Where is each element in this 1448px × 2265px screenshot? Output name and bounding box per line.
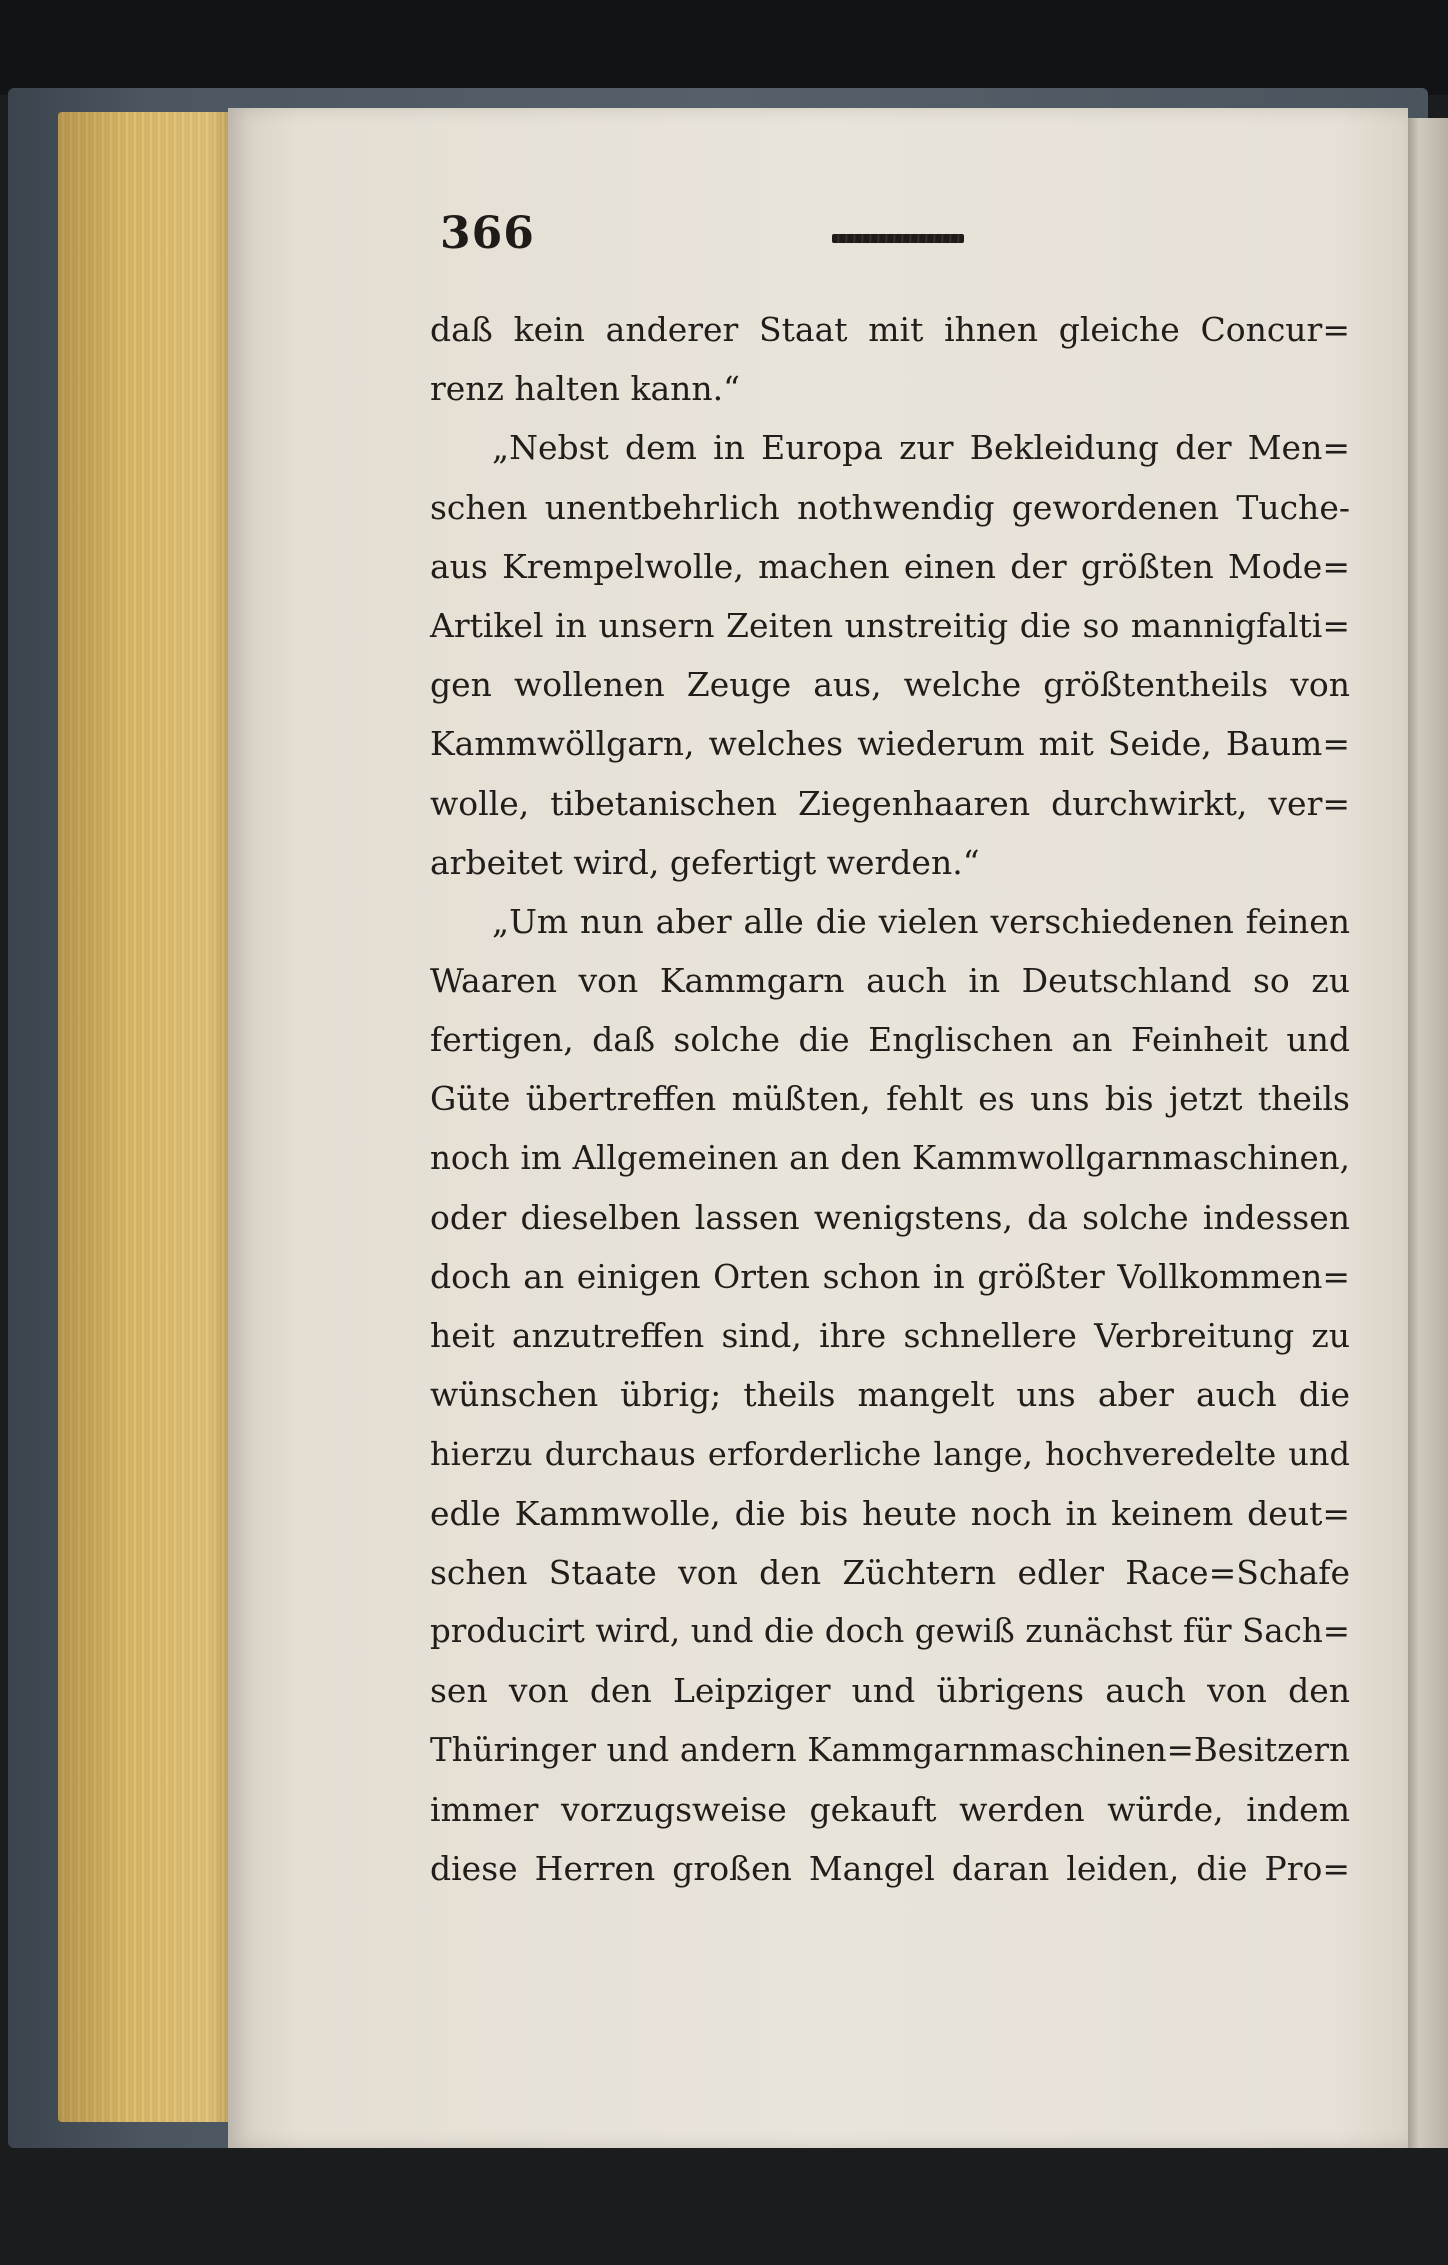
text-line: diese Herren großen Mangel daran leiden, die Pro= bbox=[430, 1848, 1350, 1888]
text-line: oder dieselben lassen wenigstens, da solche indessen bbox=[430, 1197, 1350, 1237]
text-line: renz halten kann.“ bbox=[430, 369, 740, 409]
text-line: Artikel in unsern Zeiten unstreitig die so mannigfalti= bbox=[430, 605, 1350, 645]
text-line: „Nebst dem in Europa zur Bekleidung der Men= bbox=[492, 428, 1350, 468]
text-line: aus Krempelwolle, machen einen der größten Mode= bbox=[430, 546, 1350, 586]
text-line: daß kein anderer Staat mit ihnen gleiche Concur= bbox=[430, 310, 1350, 349]
body-text bbox=[430, 300, 1350, 1898]
text-line: schen unentbehrlich nothwendig gewordenen Tuche- bbox=[430, 487, 1350, 527]
text-line: fertigen, daß solche die Englischen an Feinheit und bbox=[430, 1020, 1350, 1060]
paragraph bbox=[430, 418, 1350, 892]
text-line: wolle, tibetanischen Ziegenhaaren durchwirkt, ver= bbox=[430, 783, 1350, 823]
text-line: schen Staate von den Züchtern edler Race=Schafe bbox=[430, 1552, 1350, 1592]
text-line: Güte übertreffen müßten, fehlt es uns bis jetzt theils bbox=[430, 1079, 1350, 1119]
text-line: arbeitet wird, gefertigt werden.“ bbox=[430, 842, 980, 882]
text-line: gen wollenen Zeuge aus, welche größtentheils von bbox=[430, 665, 1350, 705]
text-line: edle Kammwolle, die bis heute noch in keinem deut= bbox=[430, 1493, 1350, 1533]
text-line: wünschen übrig; theils mangelt uns aber auch die bbox=[430, 1375, 1350, 1415]
text-line: Thüringer und andern Kammgarnmaschinen=Besitzern bbox=[430, 1730, 1350, 1769]
page-header bbox=[440, 208, 1340, 268]
background-top bbox=[0, 0, 1448, 95]
paragraph bbox=[430, 892, 1350, 1898]
header-ornament-icon bbox=[832, 234, 964, 243]
text-line: producirt wird, und die doch gewiß zunächst für Sach= bbox=[430, 1612, 1350, 1651]
text-line: doch an einigen Orten schon in größter Vollkommen= bbox=[430, 1257, 1350, 1296]
text-line: sen von den Leipziger und übrigens auch von den bbox=[430, 1671, 1350, 1711]
paragraph bbox=[430, 300, 1350, 418]
text-line: heit anzutreffen sind, ihre schnellere Verbreitung zu bbox=[430, 1316, 1350, 1356]
page-edges-shade bbox=[58, 112, 236, 2122]
text-line: Kammwöllgarn, welches wiederum mit Seide, Baum= bbox=[430, 724, 1350, 764]
page-number: 366 bbox=[440, 208, 535, 259]
text-line: „Um nun aber alle die vielen verschiedenen feinen bbox=[492, 901, 1350, 941]
text-line: immer vorzugsweise gekauft werden würde, indem bbox=[430, 1789, 1350, 1829]
text-line: hierzu durchaus erforderliche lange, hochveredelte und bbox=[430, 1434, 1350, 1473]
text-line: noch im Allgemeinen an den Kammwollgarnmaschinen, bbox=[430, 1138, 1350, 1177]
text-line: Waaren von Kammgarn auch in Deutschland so zu bbox=[430, 961, 1350, 1001]
